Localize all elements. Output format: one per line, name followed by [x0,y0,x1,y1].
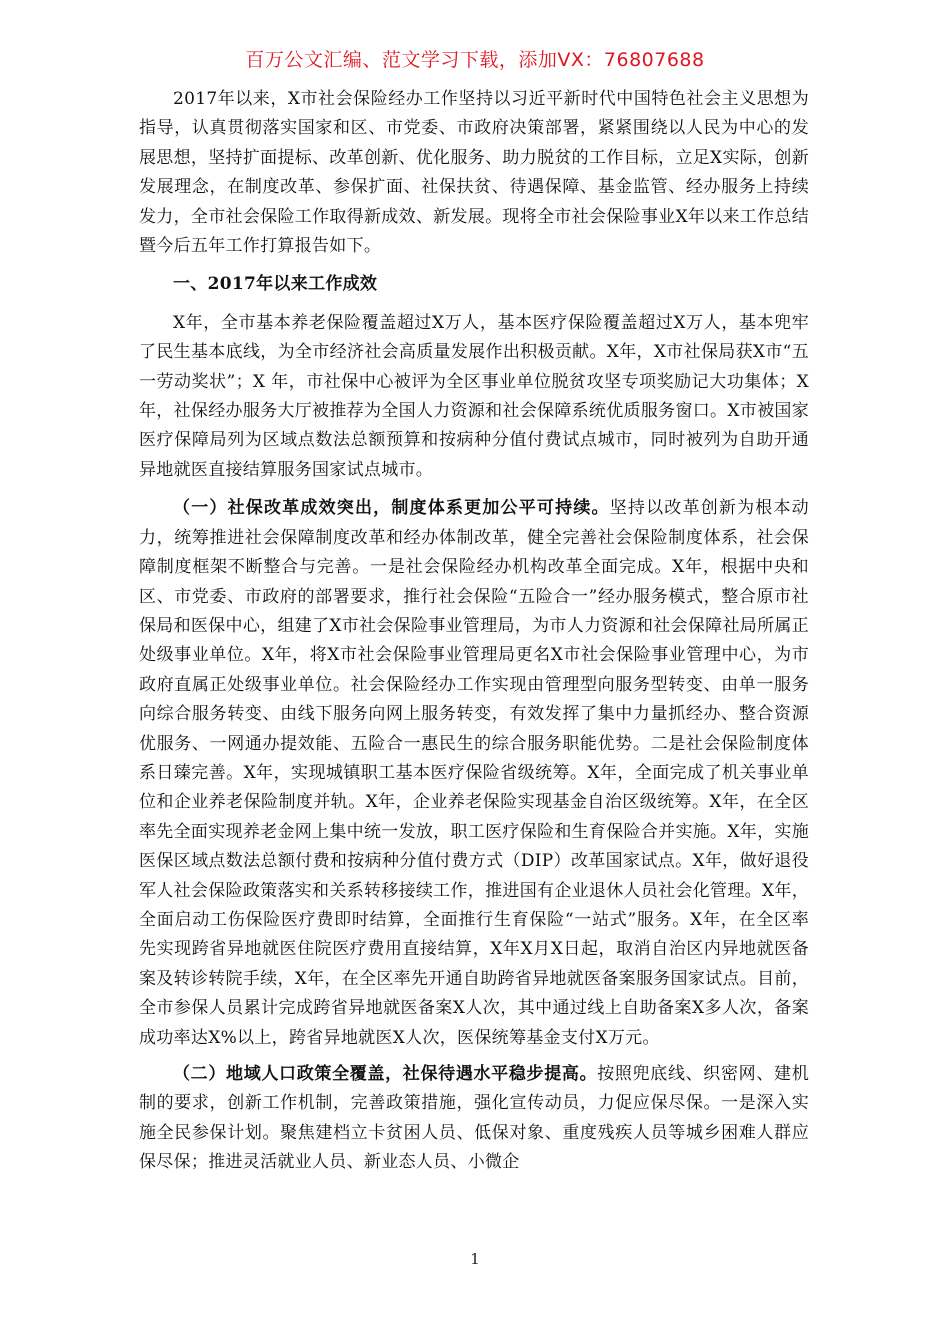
intro-paragraph: 2017年以来，X市社会保险经办工作坚持以习近平新时代中国特色社会主义思想为指导，认真贯彻落实国家和区、市党委、市政府决策部署，紧紧围绕以人民为中心的发展思想，坚持扩面提标、改革创新、优化服务、助力脱贫的工作目标，立足X实际，创新发展理念，在制度改革、参保扩面、社保扶贫、待遇保障、基金监管、经办服务上持续发力，全市社会保险工作取得新成效、新发展。现将全市社会保险事业X年以来工作总结暨今后五年工作打算报告如下。 [139,89,809,257]
summary-paragraph: X年，全市基本养老保险覆盖超过X万人，基本医疗保险覆盖超过X万人，基本兜牢了民生基本底线，为全市经济社会高质量发展作出积极贡献。X年，X市社保局获X市“五一劳动奖状”；X 年，市社保中心被评为全区事业单位脱贫攻坚专项奖励记大功集体；X年，社保经办服务大厅被推荐为全国人力资源和社会保障系统优质服务窗口。X市被国家医疗保障局列为区域点数法总额预算和按病种分值付费试点城市，同时被列为自助开通异地就医直接结算服务国家试点城市。 [139,312,809,480]
page-number: 1 [470,1250,480,1268]
item1-paragraph [139,494,809,1053]
item2-lead: （二）地域人口政策全覆盖，社保待遇水平稳步提高。 [173,1064,598,1084]
section-heading: 一、2017年以来工作成效 [173,274,378,295]
item1-lead: （一）社保改革成效突出，制度体系更加公平可持续。 [173,498,610,519]
item2-paragraph [139,1060,809,1178]
header-banner: 百万公文汇编、范文学习下载，添加VX：76807688 [245,49,705,71]
item2-body: 按照兜底线、织密网、建机制的要求，创新工作机制，完善政策措施，强化宣传动员，力促应保尽保。一是深入实施全民参保计划。聚焦建档立卡贫困人员、低保对象、重度残疾人员等城乡困难人群应保尽保；推进灵活就业人员、新业态人员、小微企 [139,1064,809,1173]
document-body [139,85,809,1178]
item1-body: 坚持以改革创新为根本动力，统筹推进社会保障制度改革和经办体制改革，健全完善社会保险制度体系，社会保障制度框架不断整合与完善。一是社会保险经办机构改革全面完成。X年，根据中央和区、市党委、市政府的部署要求，推行社会保险“五险合一”经办服务模式，整合原市社保局和医保中心，组建了X市社会保险事业管理局，为市人力资源和社会保障社局所属正处级事业单位。X年，将X市社会保险事业管理局更名X市社会保险事业管理中心，为市政府直属正处级事业单位。社会保险经办工作实现由管理型向服务型转变、由单一服务向综合服务转变、由线下服务向网上服务转变，有效发挥了集中力量抓经办、整合资源优服务、一网通办提效能、五险合一惠民生的综合服务职能优势。二是社会保险制度体系日臻完善。X年，实现城镇职工基本医疗保险省级统筹。X年，全面完成了机关事业单位和企业养老保险制度并轨。X年，企业养老保险实现基金自治区级统筹。X年，在全区率先全面实现养老金网上集中统一发放，职工医疗保险和生育保险合并实施。X年，实施医保区域点数法总额付费和按病种分值付费方式（DIP）改革国家试点。X年，做好退役军人社会保险政策落实和关系转移接续工作，推进国有企业退休人员社会化管理。X年，全面启动工伤保险医疗费即时结算，全面推行生育保险“一站式”服务。X年，在全区率先实现跨省异地就医住院医疗费用直接结算，X年X月X日起，取消自治区内异地就医备案及转诊转院手续，X年，在全区率先开通自助跨省异地就医备案服务国家试点。目前，全市参保人员累计完成跨省异地就医备案X人次，其中通过线上自助备案X多人次，备案成功率达X%以上，跨省异地就医X人次，医保统筹基金支付X万元。 [139,498,809,1048]
